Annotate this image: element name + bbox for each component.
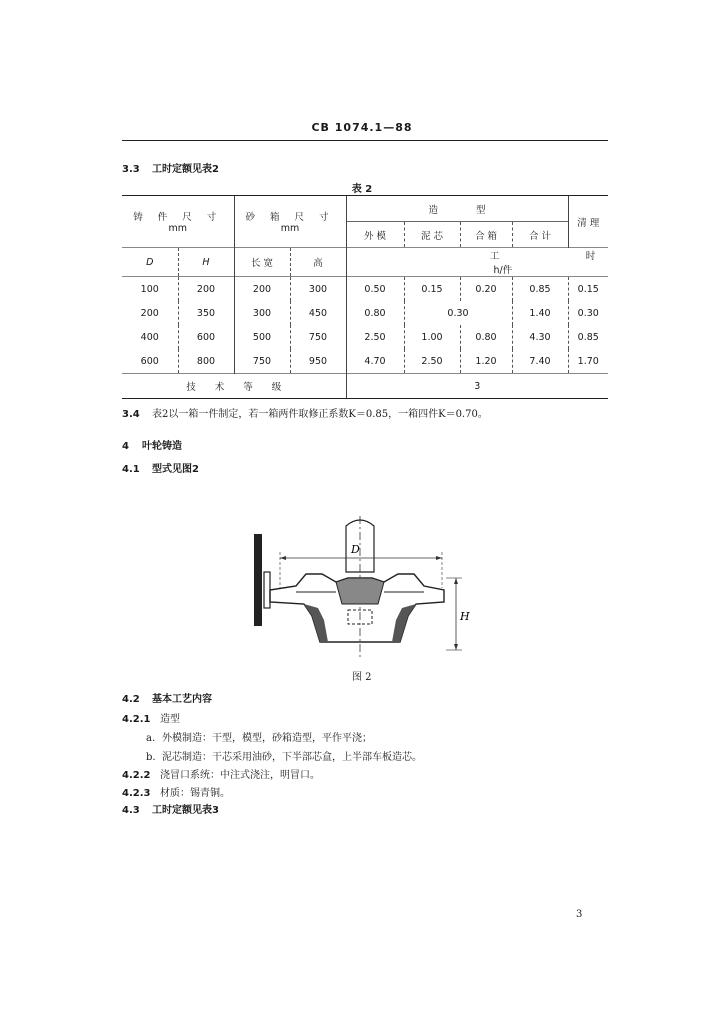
section-number: 4.2.2 (122, 770, 151, 781)
page-number: 3 (576, 909, 583, 920)
section-text: 表2以一箱一件制定，若一箱两件取修正系数K＝0.85，一箱四件K＝0.70。 (152, 409, 488, 420)
impeller-figure (248, 512, 474, 662)
header-outer-mold: 外 模 (346, 222, 404, 248)
section-4-3 (122, 801, 219, 816)
header-close-flask: 合 箱 (460, 222, 512, 248)
section-title: 型式见图2 (152, 464, 199, 475)
grade-label: 技 术 等 级 (122, 374, 346, 399)
item-marker: a. (146, 733, 156, 744)
header-flask-size: 砂 箱 尺 寸 mm (234, 196, 346, 248)
section-number: 4.2.3 (122, 788, 151, 799)
section-number: 4.1 (122, 464, 140, 475)
table-2-title: 表 2 (351, 184, 373, 195)
section-4-2-1 (122, 710, 180, 725)
header-h: H (178, 248, 234, 277)
section-text: 浇冒口系统：中注式浇注，明冒口。 (160, 770, 320, 781)
header-units-row (122, 248, 608, 277)
figure-caption: 图 2 (352, 672, 372, 683)
section-number: 3.4 (122, 409, 140, 420)
section-number: 4.2 (122, 694, 140, 705)
standard-code: CB 1074.1—88 (311, 121, 413, 134)
section-title: 工时定额见表2 (152, 164, 219, 175)
item-a (146, 729, 372, 744)
hub (336, 578, 384, 604)
table-row: 100 200 200 300 0.50 0.15 0.20 0.85 0.15 (122, 277, 608, 302)
table-2 (122, 195, 608, 399)
section-number: 4.2.1 (122, 714, 151, 725)
section-number: 3.3 (122, 164, 140, 175)
header-molding: 造 型 (346, 196, 568, 222)
section-4-2 (122, 690, 212, 705)
header-casting-size: 铸 件 尺 寸 mm (122, 196, 234, 248)
section-title: 基本工艺内容 (152, 694, 212, 705)
section-3-4 (122, 405, 488, 420)
header-d: D (122, 248, 178, 277)
table-row: 400 600 500 750 2.50 1.00 0.80 4.30 0.85 (122, 325, 608, 349)
header-total: 合 计 (512, 222, 568, 248)
section-3-3 (122, 160, 219, 175)
label-h: H (460, 610, 470, 623)
section-title: 造型 (160, 714, 180, 725)
section-title: 叶轮铸造 (142, 441, 182, 452)
header-rule (122, 140, 608, 141)
header-core: 泥 芯 (404, 222, 460, 248)
header-height: 高 (290, 248, 346, 277)
flask-clamp (264, 572, 270, 608)
grade-value: 3 (346, 374, 608, 399)
table-row: 200 350 300 450 0.80 0.30 1.40 0.30 (122, 301, 608, 325)
header-length-width: 长 宽 (234, 248, 290, 277)
header-work-hours: 工 时h/件 (346, 248, 608, 277)
section-number: 4.3 (122, 805, 140, 816)
item-marker: b. (146, 752, 156, 763)
table-row: 600 800 750 950 4.70 2.50 1.20 7.40 1.70 (122, 349, 608, 374)
flask-wall (254, 534, 262, 626)
header-cleaning: 清 理 (568, 196, 608, 248)
grade-row (122, 374, 608, 399)
section-4 (122, 437, 182, 452)
section-4-1 (122, 460, 199, 475)
section-4-2-3 (122, 784, 230, 799)
item-text: 泥芯制造：干芯采用油砂，下半部芯盒，上半部车板造芯。 (162, 752, 422, 763)
item-text: 外模制造：干型，模型，砂箱造型，平作平浇； (162, 733, 372, 744)
section-title: 工时定额见表3 (152, 805, 219, 816)
section-4-2-2 (122, 766, 320, 781)
section-number: 4 (122, 441, 129, 452)
item-b (146, 748, 422, 763)
section-text: 材质：锡青铜。 (160, 788, 230, 799)
label-d: D (351, 543, 360, 556)
